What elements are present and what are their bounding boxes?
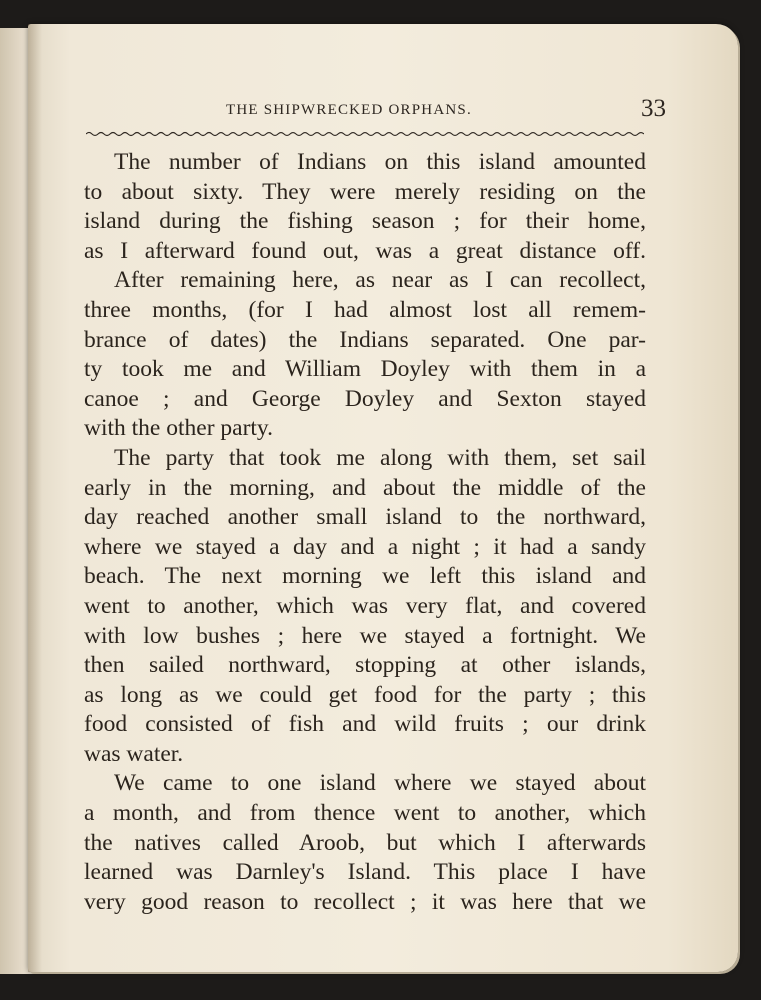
text-line: the natives called Aroob, but which I afterwards [84, 829, 646, 856]
page-number: 33 [641, 95, 666, 122]
running-title: THE SHIPWRECKED ORPHANS. [226, 102, 472, 118]
text-line: very good reason to recollect ; it was here that we [84, 888, 646, 915]
text-line: We came to one island where we stayed about [114, 770, 646, 797]
text-line: learned was Darnley's Island. This place I have [84, 859, 646, 886]
text-line: where we stayed a day and a night ; it had a sandy [84, 533, 646, 560]
text-line: with low bushes ; here we stayed a fortnight. We [84, 622, 646, 649]
text-line: was water. [84, 740, 184, 767]
text-line: After remaining here, as near as I can recollect, [114, 267, 646, 294]
page-header [200, 84, 666, 122]
wavy-rule-divider [86, 130, 644, 138]
text-line: ty took me and William Doyley with them in a [84, 356, 646, 383]
text-line: day reached another small island to the northward, [84, 504, 646, 531]
text-line: canoe ; and George Doyley and Sexton stayed [84, 385, 646, 412]
text-line: a month, and from thence went to another, which [84, 800, 646, 827]
text-line: three months, (for I had almost lost all remem- [84, 296, 646, 323]
text-line: then sailed northward, stopping at other islands, [84, 652, 646, 679]
text-line: as long as we could get food for the party ; this [84, 681, 646, 708]
text-line: to about sixty. They were merely residing on the [84, 178, 646, 205]
page-gutter-shadow [28, 24, 42, 972]
text-line: went to another, which was very flat, and covered [84, 592, 646, 619]
text-line: The party that took me along with them, set sail [114, 444, 646, 471]
text-line: brance of dates) the Indians separated. One par- [84, 326, 646, 353]
text-line: The number of Indians on this island amounted [114, 149, 646, 175]
text-line: with the other party. [84, 415, 274, 442]
text-line: as I afterward found out, was a great distance off. [84, 237, 646, 264]
text-line: island during the fishing season ; for their home, [84, 208, 646, 235]
text-line: food consisted of fish and wild fruits ; our drink [84, 711, 646, 738]
text-line: early in the morning, and about the middle of the [84, 474, 646, 501]
body-text [84, 148, 646, 917]
text-line: beach. The next morning we left this island and [84, 563, 646, 590]
